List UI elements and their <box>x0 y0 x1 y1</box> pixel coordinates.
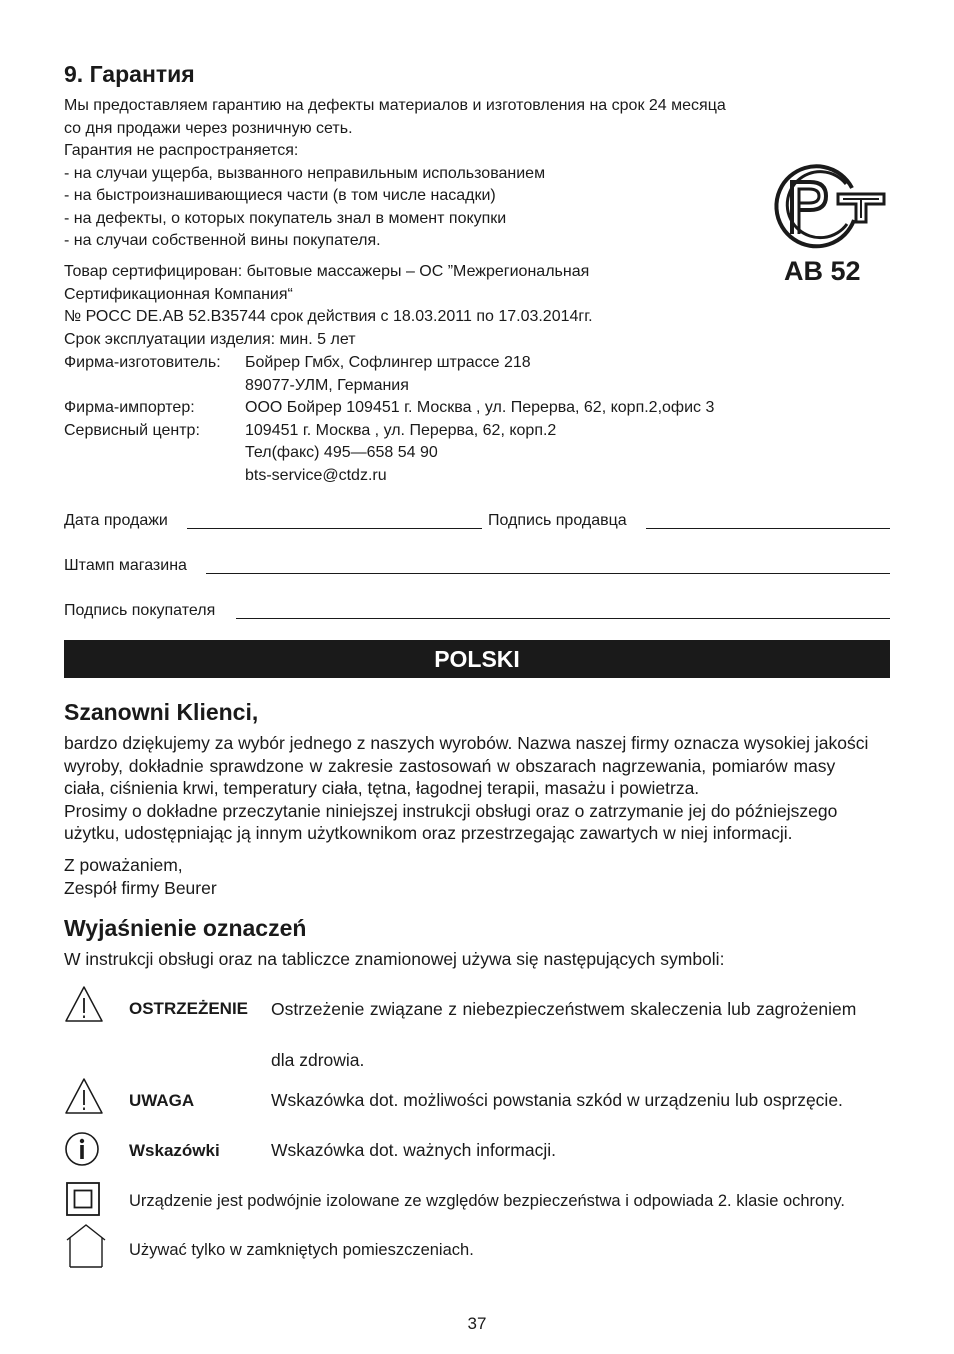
company-line: ООО Бойрер 109451 г. Москва , ул. Перерва, 62, корп.2,офис 3 <box>245 399 715 416</box>
company-row-manufacturer <box>64 352 824 397</box>
seller-signature-field[interactable] <box>646 528 890 529</box>
company-line: 89077-УЛМ, Германия <box>245 376 409 394</box>
symbols-heading: Wyjaśnienie oznaczeń <box>64 915 307 941</box>
company-details <box>245 397 714 420</box>
symbol-insulation-icon-wrap <box>66 1182 100 1221</box>
symbol-label-info: Wskazówki <box>129 1141 220 1160</box>
symbol-indoor-icon-wrap <box>64 1222 108 1273</box>
warning-triangle-icon <box>64 1076 104 1116</box>
pct-logo-icon <box>768 160 888 250</box>
sale-date-label: Дата продажи <box>64 512 168 529</box>
company-line: Бойрер Гмбх, Софлингер штрассе 218 <box>245 354 531 371</box>
cert-line: Срок эксплуатации изделия: мин. 5 лет <box>64 330 356 348</box>
company-row-importer <box>64 397 824 420</box>
warranty-line: - на быстроизнашивающиеся части (в том числе насадки) <box>64 187 496 204</box>
double-insulation-icon <box>66 1182 100 1216</box>
seller-signature-label: Подпись продавца <box>488 512 627 529</box>
intro-line: bardzo dziękujemy za wybór jednego z naszych wyrobów. Nazwa naszej firmy oznacza wysokiej jakości <box>64 733 869 753</box>
company-details <box>245 352 531 397</box>
company-label: Сервисный центр: <box>64 421 200 439</box>
symbol-text-indoor: Używać tylko w zamkniętych pomieszczeniach. <box>129 1241 474 1259</box>
company-row-service <box>64 420 824 488</box>
symbol-text-warning: Ostrzeżenie związane z niebezpieczeństwem skaleczenia lub zagrożeniem <box>271 999 857 1019</box>
symbol-warning-icon-wrap <box>64 984 104 1029</box>
symbols-intro: W instrukcji obsługi oraz na tabliczce znamionowej używa się następujących symboli: <box>64 949 725 969</box>
company-label: Фирма-изготовитель: <box>64 354 221 371</box>
page-number: 37 <box>467 1314 487 1333</box>
greeting-heading: Szanowni Klienci, <box>64 699 259 725</box>
company-details <box>245 420 556 488</box>
warranty-line: - на случаи собственной вины покупателя. <box>64 232 381 249</box>
symbol-info-icon-wrap <box>64 1131 100 1172</box>
shop-stamp-label: Штамп магазина <box>64 557 187 574</box>
symbol-text-warning-cont: dla zdrowia. <box>271 1050 365 1070</box>
shop-stamp-field[interactable] <box>206 573 890 574</box>
symbol-text-info: Wskazówka dot. ważnych informacji. <box>271 1140 556 1160</box>
warranty-text <box>64 95 726 253</box>
intro-line: ciała, ciśnienia krwi, temperatury ciała, tętna, łagodnej terapii, masażu i powietrza. <box>64 778 700 798</box>
certification-text <box>64 261 593 351</box>
company-line: Тел(факс) 495—658 54 90 <box>245 444 438 461</box>
warranty-line: - на случаи ущерба, вызванного неправильным использованием <box>64 164 546 182</box>
symbol-text-caution: Wskazówka dot. możliwości powstania szkód w urządzeniu lub osprzęcie. <box>271 1090 843 1110</box>
info-icon <box>64 1131 100 1167</box>
company-line: bts-service@ctdz.ru <box>245 466 387 484</box>
indoor-use-house-icon <box>64 1222 108 1268</box>
certification-code: AB 52 <box>784 256 861 286</box>
symbol-caution-icon-wrap <box>64 1076 104 1121</box>
cert-line: № РОСС DE.АВ 52.В35744 срок действия с 18.03.2011 по 17.03.2014гг. <box>64 308 593 325</box>
intro-line: wyroby, dokładnie sprawdzone w zakresie zastosowań w obszarach nagrzewania, pomiarów masy <box>64 755 836 776</box>
cert-line: Товар сертифицирован: бытовые массажеры – ОС ”Межрегиональная <box>64 263 590 280</box>
symbol-label-warning: OSTRZEŻENIE <box>129 999 249 1018</box>
warranty-heading: 9. Гарантия <box>64 61 195 87</box>
certification-mark <box>768 160 888 290</box>
warranty-line: Гарантия не распространяется: <box>64 142 299 159</box>
company-label: Фирма-импортер: <box>64 399 195 416</box>
closing-line: Zespół firmy Beurer <box>64 877 217 898</box>
intro-line: Prosimy o dokładne przeczytanie niniejszej instrukcji obsługi oraz o zatrzymanie jej do późniejszego <box>64 800 838 821</box>
symbol-text-insulation: Urządzenie jest podwójnie izolowane ze względów bezpieczeństwa i odpowiada 2. klasie ochrony. <box>129 1192 846 1210</box>
companies-table <box>64 352 824 487</box>
warranty-line: Мы предоставляем гарантию на дефекты материалов и изготовления на срок 24 месяца <box>64 97 726 114</box>
cert-line: Сертификационная Компания“ <box>64 285 293 303</box>
buyer-signature-field[interactable] <box>236 618 890 619</box>
symbol-label-caution: UWAGA <box>129 1091 195 1110</box>
warning-triangle-icon <box>64 984 104 1024</box>
warranty-line: - на дефекты, о которых покупатель знал в момент покупки <box>64 209 507 227</box>
buyer-signature-label: Подпись покупателя <box>64 602 216 619</box>
sale-date-field[interactable] <box>187 528 482 529</box>
intro-paragraph <box>64 732 890 845</box>
closing-line: Z poważaniem, <box>64 855 183 875</box>
company-line: 109451 г. Москва , ул. Перерва, 62, корп.2 <box>245 421 557 439</box>
section-banner-polski: POLSKI <box>64 640 890 678</box>
intro-line: użytku, udostępniając ją innym użytkownikom oraz przestrzegając zawartych w niej informacji. <box>64 823 793 843</box>
warranty-line: со дня продажи через розничную сеть. <box>64 119 353 137</box>
closing <box>64 854 217 899</box>
